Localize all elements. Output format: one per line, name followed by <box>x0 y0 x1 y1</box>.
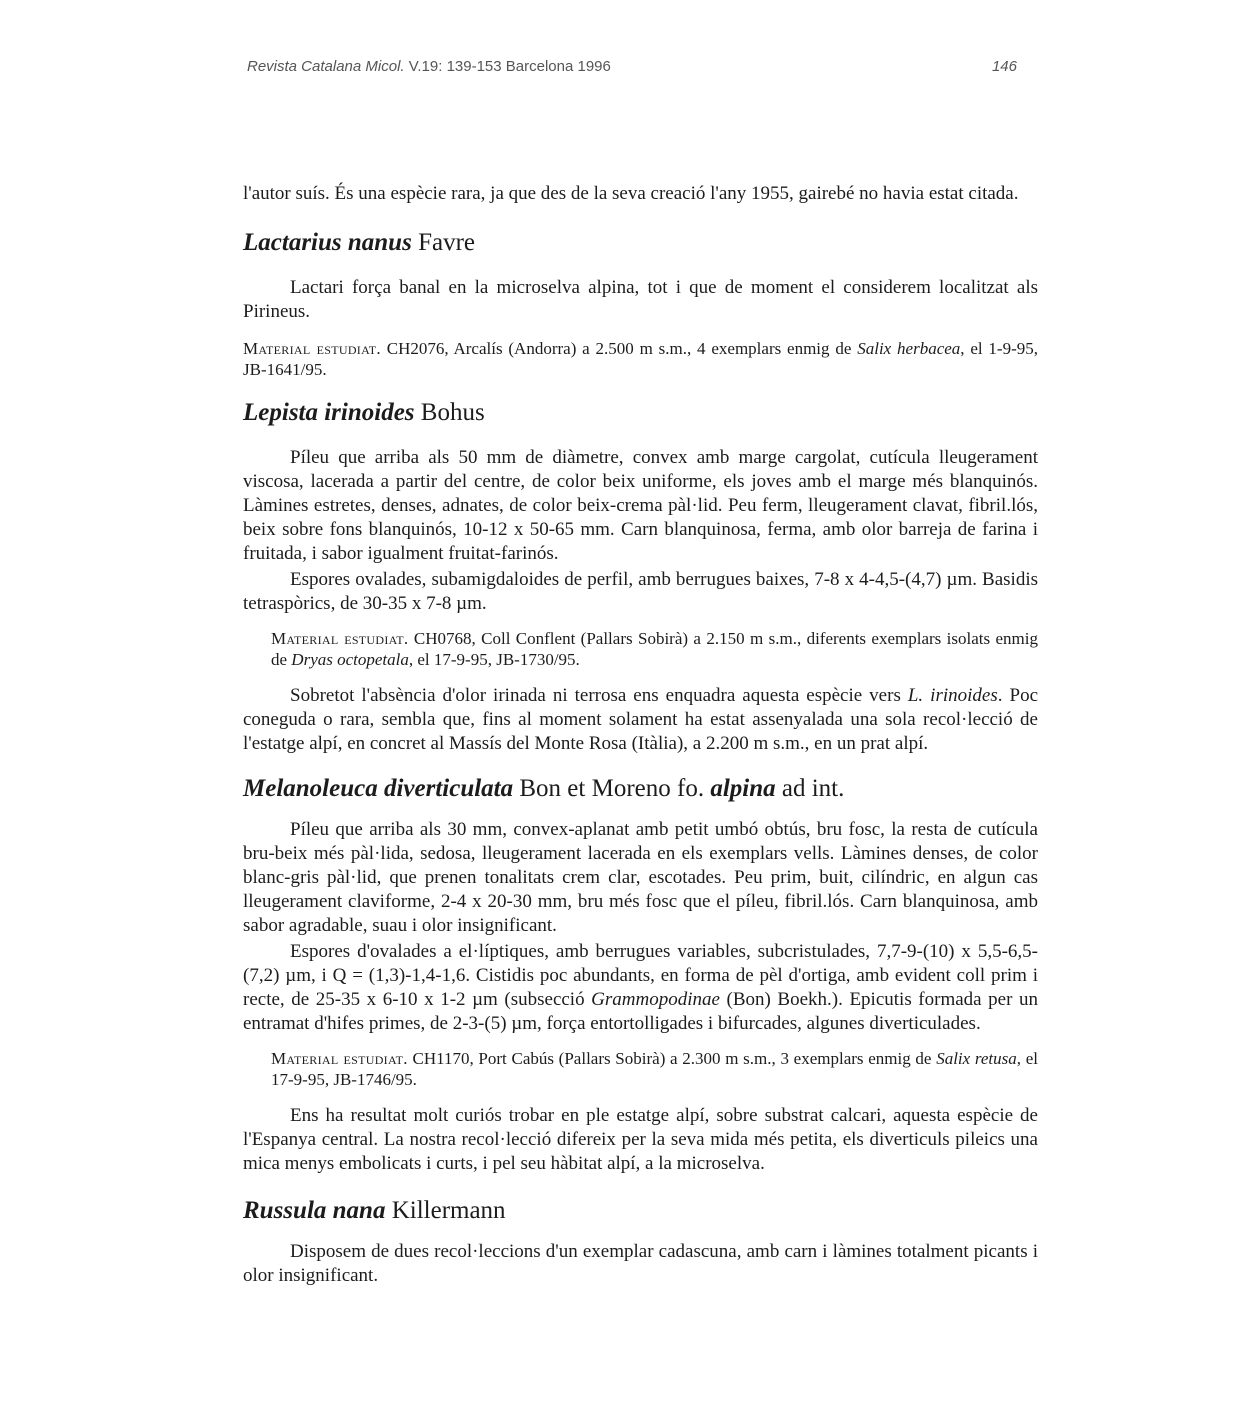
species-heading-lepista <box>243 398 1038 428</box>
species-author: Bon et Moreno fo. <box>519 775 705 802</box>
material-text: CH1170, Port Cabús (Pallars Sobirà) a 2.300 m s.m., 3 exemplars enmig de <box>412 1049 932 1068</box>
melanoleuca-material <box>271 1048 1038 1090</box>
species-author: Bohus <box>420 399 485 426</box>
lepista-description: Píleu que arriba als 50 mm de diàmetre, convex amb marge cargolat, cutícula lleugerament viscosa, lacerada a partir del centre, de color beix uniforme, els joves amb el marge més blanquinós. Làmines estretes, denses, adnates, de color beix-crema pàl·lid. Peu ferm, lleugerament clavat, fibril.lós, beix sobre fons blanquinós, 10-12 x 50-65 mm. Carn blanquinosa, ferma, amb olor barreja de farina i fruitada, i sabor igualment fruitat-farinós. <box>243 447 1038 564</box>
species-name: Melanoleuca diverticulata <box>243 775 514 802</box>
running-header <box>247 58 1017 75</box>
intro-paragraph: l'autor suís. És una espècie rara, ja que des de la seva creació l'any 1955, gairebé no havia estat citada. <box>243 183 1019 204</box>
lepista-spores: Espores ovalades, subamigdaloides de perfil, amb berrugues baixes, 7-8 x 4-4,5-(4,7) µm. Basidis tetraspòrics, de 30-35 x 7-8 µm. <box>243 569 1038 614</box>
material-collection: , el 1-9-95, JB-1641/95. <box>243 339 1039 379</box>
species-author: Favre <box>418 229 475 256</box>
subsection-name: Grammopodinae <box>591 989 720 1010</box>
discussion-text: Sobretot l'absència d'olor irinada ni terrosa ens enquadra aquesta espècie vers <box>290 685 901 706</box>
journal-citation <box>247 58 611 75</box>
melanoleuca-microscopy <box>243 940 1038 1036</box>
host-plant: Salix retusa <box>936 1049 1017 1068</box>
form-name: alpina <box>710 775 776 802</box>
material-label: Material estudiat. <box>243 339 381 358</box>
species-abbrev: L. irinoides <box>907 685 998 706</box>
species-name: Lactarius nanus <box>243 229 412 256</box>
page-number: 146 <box>991 58 1017 75</box>
species-heading-lactarius <box>243 228 1038 258</box>
lepista-discussion <box>243 684 1038 756</box>
discussion-text-cont: . Poc coneguda o rara, sembla que, fins al moment solament ha estat assenyalada una sola recol·lecció de l'estatge alpí, en concret al Massís del Monte Rosa (Itàlia), a 2.200 m s.m., en un prat alpí. <box>243 685 1039 754</box>
journal-name: Revista Catalana Micol. <box>247 58 405 75</box>
page-body <box>243 182 1038 1288</box>
species-name: Russula nana <box>243 1197 386 1224</box>
microscopy-text-cont: (Bon) Boekh.). Epicutis formada per un entramat d'hifes primes, de 2-3-(5) µm, força entortolligades i bifurcades, algunes diverticulades. <box>243 989 1038 1034</box>
russula-description: Disposem de dues recol·leccions d'un exemplar cadascuna, amb carn i làmines totalment picants i olor insignificant. <box>243 1241 1038 1286</box>
volume-info: V.19: 139-153 Barcelona 1996 <box>408 58 611 75</box>
species-heading-melanoleuca <box>243 774 1038 804</box>
melanoleuca-description: Píleu que arriba als 30 mm, convex-aplanat amb petit umbó obtús, bru fosc, la resta de cutícula bru-beix més pàl·lida, sedosa, lleugerament lacerada en els exemplars vells. Làmines denses, de color blanc-gris pàl·lid, que prenen tonalitats crem clar, escotades. Peu prim, buit, cilíndric, en algun cas lleugerament claviforme, 2-4 x 20-30 mm, bru més fosc que el píleu, fibril.lós. Carn blanquinosa, amb sabor agradable, suau i olor insignificant. <box>243 819 1038 936</box>
material-text: CH2076, Arcalís (Andorra) a 2.500 m s.m., 4 exemplars enmig de <box>386 339 852 358</box>
microscopy-text: Espores d'ovalades a el·líptiques, amb berrugues variables, subcristulades, 7,7-9-(10) x 5,5-6,5-(7,2) µm, i Q = (1,3)-1,4-1,6. Cistidis poc abundants, en forma de pèl d'ortiga, amb evident coll prim i recte, de 25-35 x 6-10 x 1-2 µm (subsecció <box>243 941 1038 1010</box>
material-collection: , el 17-9-95, JB-1746/95. <box>271 1049 1038 1089</box>
host-plant: Salix herbacea <box>857 339 961 358</box>
material-label: Material estudiat. <box>271 629 409 648</box>
species-author: Killermann <box>391 1197 506 1224</box>
material-text: CH0768, Coll Conflent (Pallars Sobirà) a 2.150 m s.m., diferents exemplars isolats enmig de <box>271 629 1039 669</box>
form-author: ad int. <box>781 775 845 802</box>
material-label: Material estudiat. <box>271 1049 408 1068</box>
lactarius-material <box>243 338 1038 380</box>
host-plant: Dryas octopetala <box>291 650 409 669</box>
lactarius-description: Lactari força banal en la microselva alpina, tot i que de moment el considerem localitzat als Pirineus. <box>243 277 1038 322</box>
melanoleuca-discussion: Ens ha resultat molt curiós trobar en ple estatge alpí, sobre substrat calcari, aquesta espècie de l'Espanya central. La nostra recol·lecció difereix per la seva mida més petita, els diverticuls pileics una mica menys embolicats i curts, i pel seu hàbitat alpí, a la microselva. <box>243 1105 1038 1174</box>
material-collection: , el 17-9-95, JB-1730/95. <box>408 650 580 669</box>
species-heading-russula <box>243 1196 1038 1226</box>
species-name: Lepista irinoides <box>243 399 415 426</box>
lepista-material <box>271 628 1038 670</box>
